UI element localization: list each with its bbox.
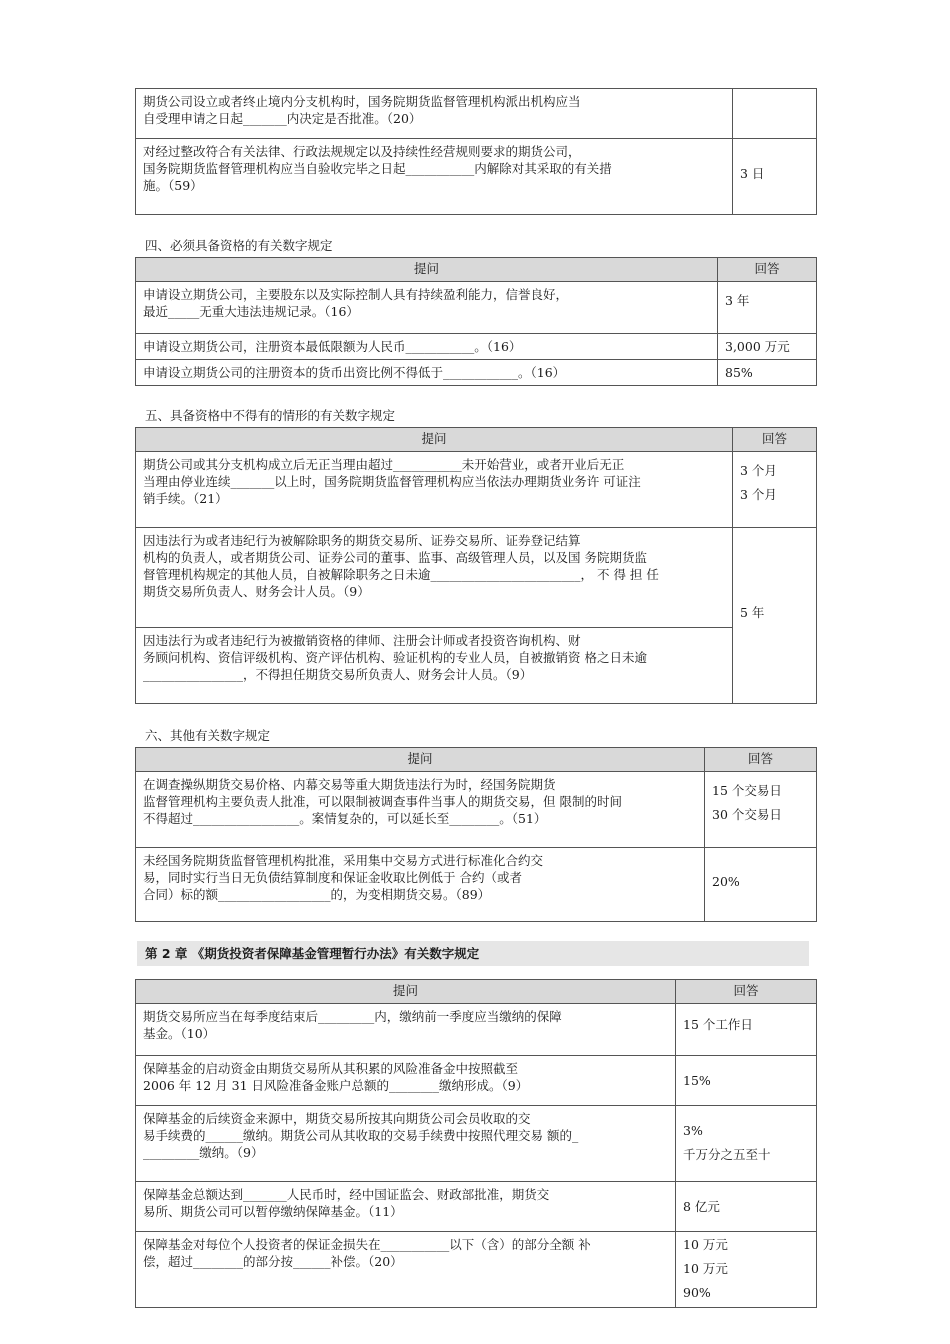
table-row [136, 282, 817, 334]
answer-value: 千万分之五至十 [683, 1147, 771, 1162]
table-row [136, 1056, 817, 1106]
answer-cell [733, 139, 817, 215]
table-row [136, 848, 817, 922]
answer-cell [718, 334, 817, 360]
header-answer: 回答 [733, 428, 817, 452]
answer-value: 15 个工作日 [683, 1017, 753, 1032]
table-row [136, 334, 817, 360]
question-cell: 因违法行为或者违纪行为被解除职务的期货交易所、证券交易所、证券登记结算 机构的负责人，或者期货公司、证券公司的董事、监事、高级管理人员，以及国 务院期货监 督管理机构规定的其他人员，自被解除职务之日未逾________________________， 不 得 担 任 期货交易所负责人、财务会计人员。（9） [136, 528, 733, 628]
chapter-heading: 第 2 章 《期货投资者保障基金管理暂行办法》有关数字规定 [137, 941, 809, 966]
table-row [136, 628, 817, 704]
section-title: 四、必须具备资格的有关数字规定 [145, 238, 333, 253]
question-cell: 期货公司设立或者终止境内分支机构时，国务院期货监督管理机构派出机构应当 自受理申请之日起_______内决定是否批准。（20） [136, 89, 733, 139]
table-row [136, 1182, 817, 1232]
table-header-row [136, 748, 817, 772]
answer-value: 90% [683, 1285, 711, 1300]
question-cell: 保障基金对每位个人投资者的保证金损失在___________以下（含）的部分全额 补 偿，超过________的部分按______补偿。（20） [136, 1232, 676, 1308]
answer-value: 85% [725, 365, 753, 380]
question-cell: 对经过整改符合有关法律、行政法规规定以及持续性经营规则要求的期货公司， 国务院期货监督管理机构应当自验收完毕之日起___________内解除对其采取的有关措 施。（59） [136, 139, 733, 215]
question-cell: 保障基金总额达到_______人民币时，经中国证监会、财政部批准，期货交 易所、期货公司可以暂停缴纳保障基金。（11） [136, 1182, 676, 1232]
question-cell: 保障基金的后续资金来源中，期货交易所按其向期货公司会员收取的交 易手续费的______缴纳。期货公司从其收取的交易手续费中按照代理交易 额的_ _________缴纳。（9） [136, 1106, 676, 1182]
answer-cell [676, 1232, 817, 1308]
table-continuation [135, 88, 817, 215]
table-section6 [135, 747, 817, 922]
question-cell: 保障基金的启动资金由期货交易所从其积累的风险准备金中按照截至 2006 年 12 月 31 日风险准备金账户总额的________缴纳形成。（9） [136, 1056, 676, 1106]
table-row [136, 772, 817, 848]
answer-cell [705, 772, 817, 848]
answer-value: 3 年 [725, 293, 750, 308]
answer-cell [676, 1004, 817, 1056]
table-row [136, 1004, 817, 1056]
answer-value: 20% [712, 873, 740, 889]
answer-cell [718, 360, 817, 386]
answer-cell [733, 452, 817, 528]
answer-value: 3 个月 [740, 463, 777, 478]
question-cell: 申请设立期货公司，注册资本最低限额为人民币___________。（16） [136, 334, 718, 360]
section-title: 五、具备资格中不得有的情形的有关数字规定 [145, 408, 396, 423]
answer-value: 3,000 万元 [725, 339, 790, 354]
answer-value: 5 年 [740, 604, 765, 620]
answer-cell [733, 528, 817, 704]
question-cell: 因违法行为或者违纪行为被撤销资格的律师、注册会计师或者投资咨询机构、财 务顾问机构、资信评级机构、资产评估机构、验证机构的专业人员，自被撤销资 格之日未逾 ________________，不得担任期货交易所负责人、财务会计人员。（9） [136, 628, 733, 704]
header-question: 提问 [136, 748, 705, 772]
answer-cell [733, 89, 817, 139]
answer-value: 15% [683, 1073, 711, 1088]
answer-value: 10 万元 [683, 1261, 728, 1276]
answer-value: 3 个月 [740, 487, 777, 502]
header-answer: 回答 [718, 258, 817, 282]
table-row [136, 360, 817, 386]
header-question: 提问 [136, 258, 718, 282]
question-cell: 申请设立期货公司，主要股东以及实际控制人具有持续盈利能力，信誉良好， 最近_____无重大违法违规记录。（16） [136, 282, 718, 334]
table-row [136, 1106, 817, 1182]
table-chapter2 [135, 979, 817, 1308]
answer-cell [676, 1106, 817, 1182]
answer-cell [676, 1056, 817, 1106]
table-row [136, 139, 817, 215]
answer-value: 3 日 [740, 165, 765, 181]
header-answer: 回答 [676, 980, 817, 1004]
question-cell: 未经国务院期货监督管理机构批准，采用集中交易方式进行标准化合约交 易，同时实行当日无负债结算制度和保证金收取比例低于 合约（或者 合同）标的额__________________的，为变相期货交易。（89） [136, 848, 705, 922]
answer-value: 8 亿元 [683, 1199, 720, 1214]
answer-cell [705, 848, 817, 922]
answer-value: 10 万元 [683, 1237, 728, 1252]
header-question: 提问 [136, 980, 676, 1004]
question-cell: 在调查操纵期货交易价格、内幕交易等重大期货违法行为时，经国务院期货 监督管理机构主要负责人批准，可以限制被调查事件当事人的期货交易，但 限制的时间 不得超过_________________。案情复杂的，可以延长至________。（51） [136, 772, 705, 848]
table-header-row [136, 980, 817, 1004]
answer-value: 15 个交易日 [712, 783, 782, 798]
question-cell: 期货交易所应当在每季度结束后_________内，缴纳前一季度应当缴纳的保障 基金。（10） [136, 1004, 676, 1056]
question-cell: 申请设立期货公司的注册资本的货币出资比例不得低于____________。（16） [136, 360, 718, 386]
table-header-row [136, 258, 817, 282]
table-row [136, 1232, 817, 1308]
answer-value: 3% [683, 1123, 703, 1138]
header-question: 提问 [136, 428, 733, 452]
table-header-row [136, 428, 817, 452]
table-row [136, 452, 817, 528]
header-answer: 回答 [705, 748, 817, 772]
answer-cell [676, 1182, 817, 1232]
table-row [136, 89, 817, 139]
table-row [136, 528, 817, 628]
question-cell: 期货公司或其分支机构成立后无正当理由超过___________未开始营业，或者开业后无正 当理由停业连续_______以上时，国务院期货监督管理机构应当依法办理期货业务许 可证注 销手续。（21） [136, 452, 733, 528]
answer-value: 30 个交易日 [712, 807, 782, 822]
table-section5 [135, 427, 817, 704]
answer-cell [718, 282, 817, 334]
section-title: 六、其他有关数字规定 [145, 728, 271, 743]
table-section4 [135, 257, 817, 386]
